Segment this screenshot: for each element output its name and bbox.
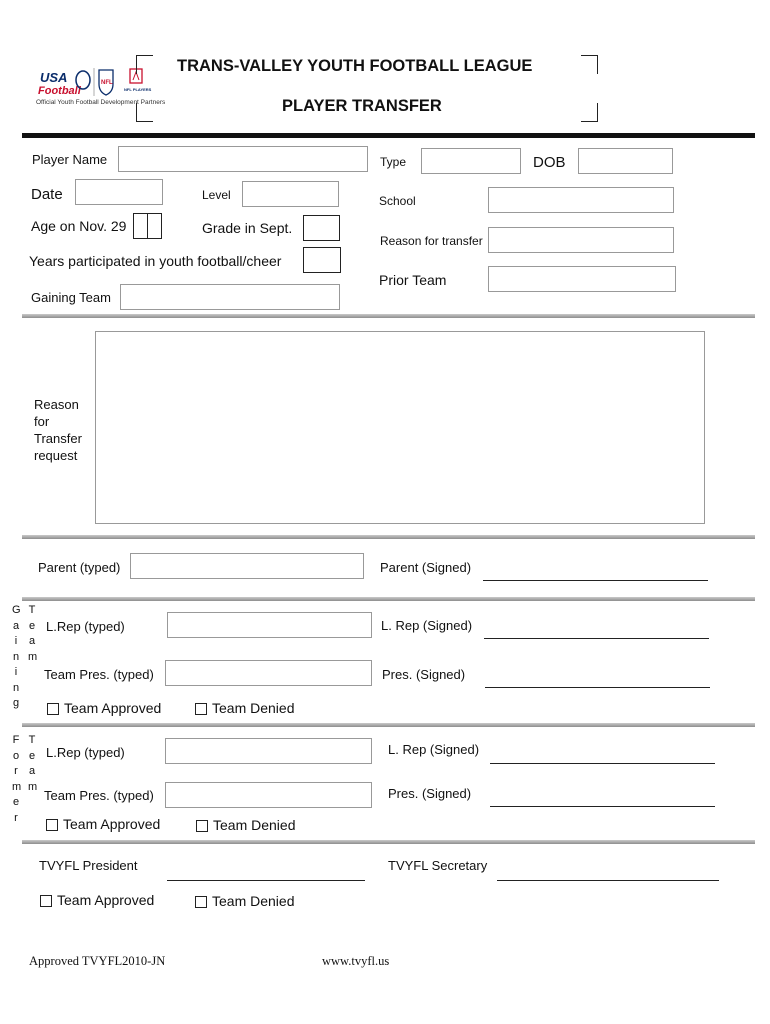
- gaining-pres-typed-label: Team Pres. (typed): [44, 667, 154, 682]
- former-rep-typed-label: L.Rep (typed): [46, 745, 125, 760]
- former-team-word: [28, 733, 38, 795]
- section-rule-4: [22, 723, 755, 727]
- reason-label-line-1: Reason: [34, 397, 79, 412]
- svg-text:Football: Football: [38, 85, 81, 97]
- league-approved-checkbox[interactable]: [40, 895, 52, 907]
- former-word: [12, 733, 22, 826]
- prior-team-label: Prior Team: [379, 272, 447, 288]
- website-link[interactable]: www.tvyfl.us: [322, 954, 390, 968]
- league-denied-label: Team Denied: [212, 893, 295, 909]
- reason-label-line-3: Transfer: [34, 431, 82, 446]
- reason-label-line-2: for: [34, 414, 50, 429]
- former-rep-signed-label: L. Rep (Signed): [388, 742, 480, 757]
- player-name-label: Player Name: [32, 152, 108, 167]
- former-pres-typed-input[interactable]: [165, 782, 372, 808]
- league-approved-label: Team Approved: [57, 892, 155, 908]
- former-team-letters: Team: [28, 734, 38, 793]
- gaining-rep-typed-label: L.Rep (typed): [46, 619, 125, 634]
- level-input[interactable]: [242, 181, 339, 207]
- partner-tagline: Official Youth Football Development Partners: [36, 99, 166, 106]
- svg-text:USA: USA: [40, 70, 68, 85]
- years-input[interactable]: [303, 247, 341, 273]
- secretary-signature-line[interactable]: [497, 880, 719, 881]
- age-label: Age on Nov. 29: [31, 218, 127, 234]
- former-rep-signature-line[interactable]: [490, 763, 715, 764]
- former-denied-checkbox[interactable]: [196, 820, 208, 832]
- league-title: TRANS-VALLEY YOUTH FOOTBALL LEAGUE: [177, 57, 533, 75]
- age-input-digit-1[interactable]: [133, 213, 148, 239]
- section-rule-2: [22, 535, 755, 539]
- section-rule-5: [22, 840, 755, 844]
- gaining-pres-typed-input[interactable]: [165, 660, 372, 686]
- president-label: TVYFL President: [39, 858, 138, 873]
- grade-label: Grade in Sept.: [202, 220, 293, 236]
- former-rep-typed-input[interactable]: [165, 738, 372, 764]
- reason-textarea[interactable]: [95, 331, 705, 524]
- section-rule-1: [22, 314, 755, 318]
- team-word: [28, 603, 38, 665]
- gaining-team-input[interactable]: [120, 284, 340, 310]
- reason-label-line-4: request: [34, 448, 78, 463]
- school-input[interactable]: [488, 187, 674, 213]
- reason-label: [34, 396, 82, 464]
- gaining-team-label: Gaining Team: [31, 290, 111, 305]
- dob-input[interactable]: [578, 148, 673, 174]
- gaining-denied-checkbox[interactable]: [195, 703, 207, 715]
- date-label: Date: [31, 186, 63, 203]
- corner-bracket-top-right: [581, 55, 598, 74]
- type-label: Type: [380, 155, 407, 169]
- gaining-rep-signature-line[interactable]: [484, 638, 709, 639]
- approval-code: Approved TVYFL2010-JN: [29, 954, 166, 968]
- former-pres-typed-label: Team Pres. (typed): [44, 788, 154, 803]
- gaining-letters: Gaining: [12, 604, 21, 709]
- years-label: Years participated in youth football/cheer: [29, 253, 282, 269]
- corner-bracket-top-left: [136, 55, 153, 74]
- parent-signature-line[interactable]: [483, 580, 708, 581]
- reason-short-input[interactable]: [488, 227, 674, 253]
- corner-bracket-bottom-left: [136, 103, 153, 122]
- league-denied-checkbox[interactable]: [195, 896, 207, 908]
- former-approved-checkbox[interactable]: [46, 819, 58, 831]
- team-letters: Team: [28, 604, 38, 663]
- date-input[interactable]: [75, 179, 163, 205]
- former-letters: Former: [12, 734, 22, 824]
- former-denied-label: Team Denied: [213, 817, 296, 833]
- gaining-pres-signed-label: Pres. (Signed): [382, 667, 466, 682]
- type-input[interactable]: [421, 148, 521, 174]
- player-name-input[interactable]: [118, 146, 368, 172]
- level-label: Level: [202, 188, 231, 202]
- reason-short-label: Reason for transfer: [380, 234, 483, 248]
- former-approved-label: Team Approved: [63, 816, 161, 832]
- parent-signed-label: Parent (Signed): [380, 560, 472, 575]
- president-signature-line[interactable]: [167, 880, 365, 881]
- former-pres-signed-label: Pres. (Signed): [388, 786, 472, 801]
- former-pres-signature-line[interactable]: [490, 806, 715, 807]
- form-title: PLAYER TRANSFER: [282, 97, 442, 115]
- svg-text:NFL: NFL: [101, 80, 113, 86]
- gaining-denied-label: Team Denied: [212, 700, 295, 716]
- gaining-approved-checkbox[interactable]: [47, 703, 59, 715]
- section-rule-3: [22, 597, 755, 601]
- parent-typed-input[interactable]: [130, 553, 364, 579]
- gaining-rep-signed-label: L. Rep (Signed): [381, 618, 473, 633]
- gaining-rep-typed-input[interactable]: [167, 612, 372, 638]
- gaining-word: [12, 603, 22, 712]
- svg-text:NFL PLAYERS: NFL PLAYERS: [124, 87, 152, 92]
- secretary-label: TVYFL Secretary: [388, 858, 488, 873]
- header-rule: [22, 133, 755, 138]
- grade-input[interactable]: [303, 215, 340, 241]
- prior-team-input[interactable]: [488, 266, 676, 292]
- gaining-pres-signature-line[interactable]: [485, 687, 710, 688]
- parent-typed-label: Parent (typed): [38, 560, 121, 575]
- age-input-digit-2[interactable]: [147, 213, 162, 239]
- school-label: School: [379, 194, 416, 208]
- dob-label: DOB: [533, 154, 566, 171]
- corner-bracket-bottom-right: [581, 103, 598, 122]
- gaining-approved-label: Team Approved: [64, 700, 162, 716]
